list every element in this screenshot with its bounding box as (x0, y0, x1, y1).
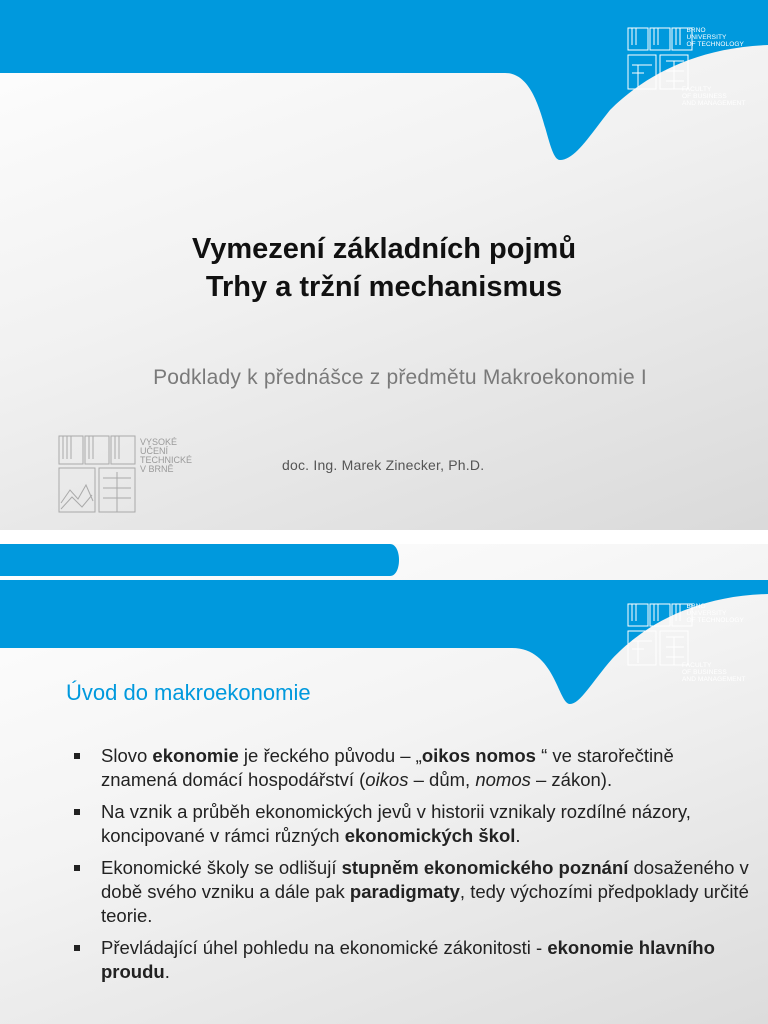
author-name: doc. Ing. Marek Zinecker, Ph.D. (282, 457, 485, 473)
bottom-band (0, 530, 768, 544)
logo-line: UNIVERSITY (686, 610, 727, 617)
logo-line: BRNO (686, 27, 706, 34)
university-name (686, 603, 744, 624)
vut-logo-icon (58, 435, 138, 515)
bullet-text: “ ve starořečtině znamená domácí hospodářství ( (101, 745, 674, 790)
bold-text: oikos nomos (421, 745, 536, 766)
logo-line: BRNO (686, 603, 706, 610)
bullet-text: Slovo (101, 745, 153, 766)
logo-line: FACULTY (682, 662, 712, 669)
bullet-item (72, 800, 752, 848)
logo-line: OF TECHNOLOGY (686, 41, 744, 48)
logo-line: OF BUSINESS (682, 93, 727, 100)
title-line-1: Vymezení základních pojmů (191, 233, 577, 265)
bullet-text: – zákon). (530, 769, 613, 790)
bullet-item (72, 856, 752, 928)
faculty-name (682, 86, 746, 107)
bullet-text: Ekonomické školy se odlišují (101, 857, 342, 878)
vut-logo-line: TECHNICKÉ (140, 455, 193, 465)
bullet-text: . (515, 825, 521, 846)
vut-logo-text (140, 438, 192, 474)
bullet-list (72, 744, 752, 992)
logo-line: OF TECHNOLOGY (686, 617, 744, 624)
bullet-item (72, 744, 752, 792)
bold-text: ekonomie (152, 745, 239, 766)
logo-line: AND MANAGEMENT (682, 100, 746, 107)
content-slide (0, 544, 768, 1024)
vut-logo-line: VYSOKÉ (140, 437, 178, 447)
bullet-text: Na vznik a průběh ekonomických jevů v historii vznikaly rozdílné názory, koncipované v rámci různých (101, 801, 691, 846)
bold-text: stupněm ekonomického poznání (341, 857, 629, 878)
title-line-2: Trhy a tržní mechanismus (205, 271, 563, 303)
vut-logo-line: UČENÍ (140, 446, 169, 456)
logo-line: UNIVERSITY (686, 34, 727, 41)
university-name (686, 27, 744, 48)
bold-text: ekonomických škol (344, 825, 516, 846)
bullet-text: , tedy výchozími předpoklady určité teorie. (101, 881, 749, 926)
slide-subtitle: Podklady k přednášce z předmětu Makroekonomie I (153, 366, 647, 389)
bullet-text: je řeckého původu – „ (238, 745, 422, 766)
bullet-text: – dům, (408, 769, 476, 790)
bold-text: paradigmaty (349, 881, 460, 902)
faculty-name (682, 662, 746, 683)
logo-line: FACULTY (682, 86, 712, 93)
bullet-text: . (164, 961, 170, 982)
vut-logo-line: V BRNĚ (140, 464, 174, 474)
italic-text: oikos (365, 769, 409, 790)
section-title: Úvod do makroekonomie (66, 680, 311, 705)
bullet-text: Převládající úhel pohledu na ekonomické zákonitosti - (101, 937, 548, 958)
italic-text: nomos (475, 769, 531, 790)
bullet-item (72, 936, 752, 984)
logo-line: AND MANAGEMENT (682, 676, 746, 683)
bold-text: ekonomie hlavního proudu (101, 937, 715, 982)
bullet-text: dosaženého v době svého vzniku a dále pak (101, 857, 749, 902)
logo-line: OF BUSINESS (682, 669, 727, 676)
slide-title (0, 230, 768, 306)
